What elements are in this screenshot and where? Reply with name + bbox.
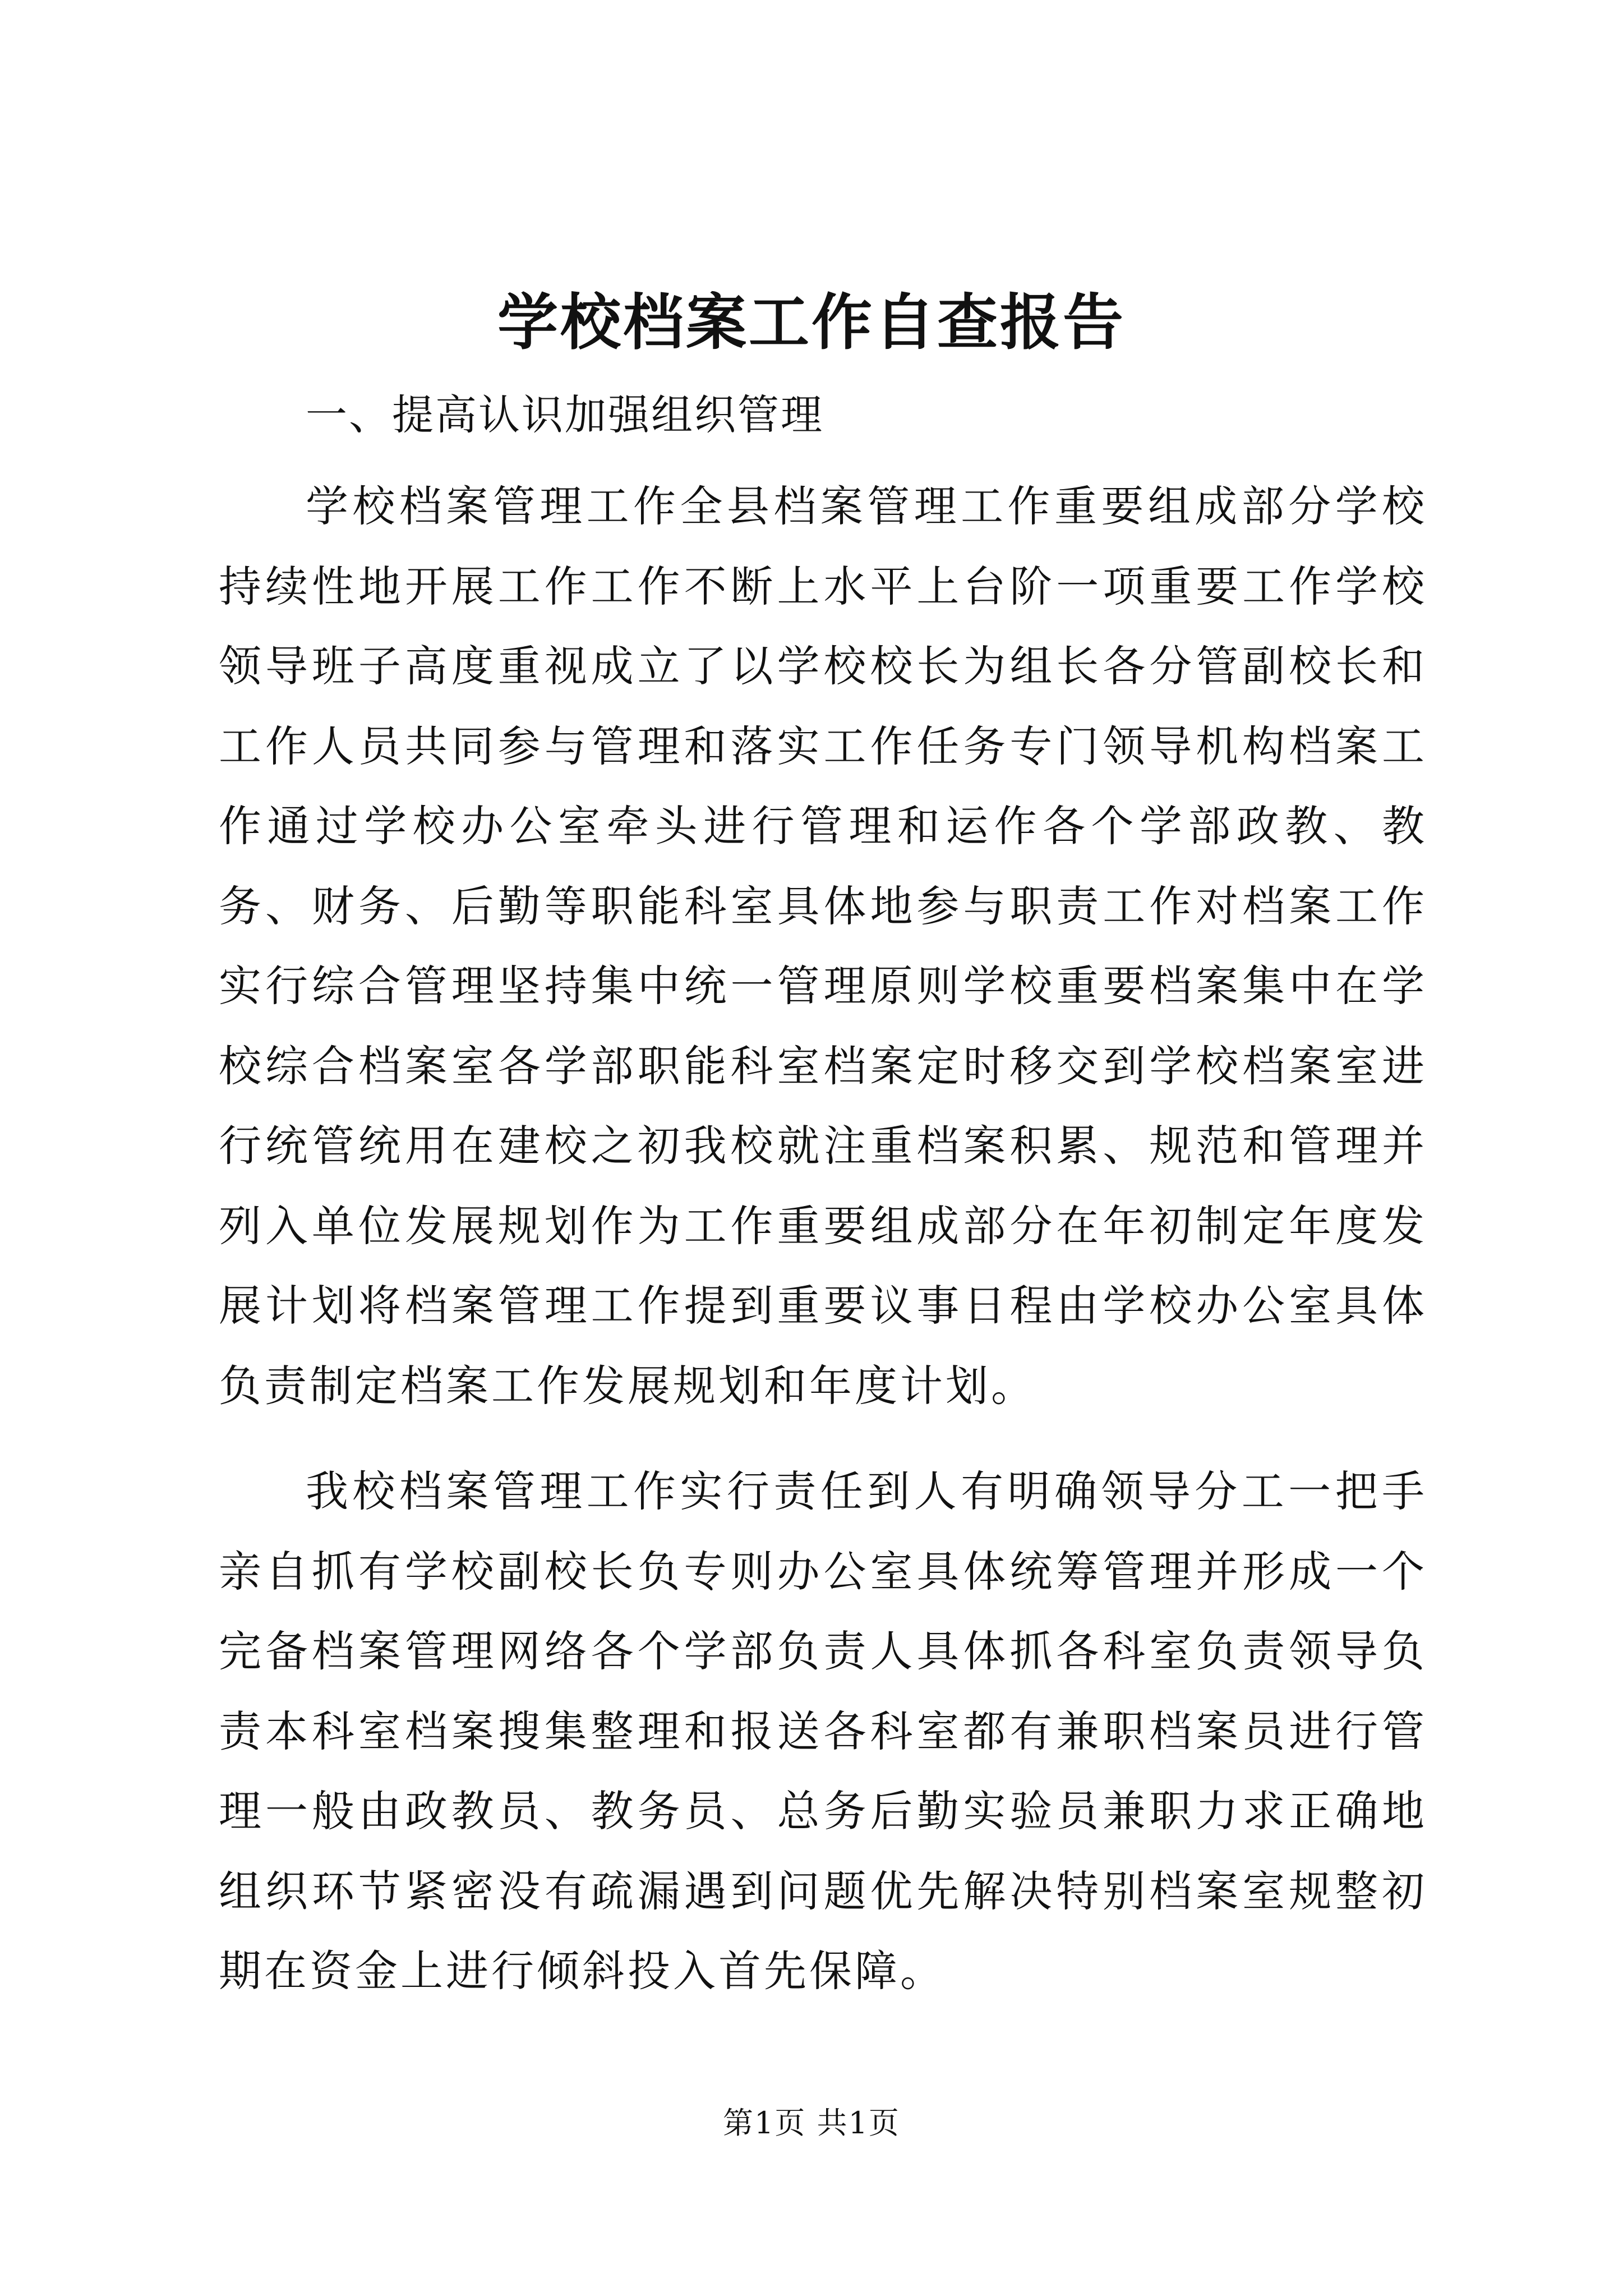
body-paragraph: 学校档案管理工作全县档案管理工作重要组成部分学校持续性地开展工作工作不断上水平上台阶一项重要工作学校领导班子高度重视成立了以学校校长为组长各分管副校长和工作人员共同参与管理和落实工作任务专门领导机构档案工作通过学校办公室牵头进行管理和运作各个学部政教、教务、财务、后勤等职能科室具体地参与职责工作对档案工作实行综合管理坚持集中统一管理原则学校重要档案集中在学校综合档案室各学部职能科室档案定时移交到学校档案室进行统管统用在建校之初我校就注重档案积累、规范和管理并列入单位发展规划作为工作重要组成部分在年初制定年度发展计划将档案管理工作提到重要议事日程由学校办公室具体负责制定档案工作发展规划和年度计划。	[219, 481, 1427, 1411]
page-footer: 第1页 共1页	[723, 2105, 900, 2141]
section-heading: 一、提高认识加强组织管理	[306, 391, 824, 439]
body-paragraph: 我校档案管理工作实行责任到人有明确领导分工一把手亲自抓有学校副校长负专则办公室具体统筹管理并形成一个完备档案管理网络各个学部负责人具体抓各科室负责领导负责本科室档案搜集整理和报送各科室都有兼职档案员进行管理一般由政教员、教务员、总务后勤实验员兼职力求正确地组织环节紧密没有疏漏遇到问题优先解决特别档案室规整初期在资金上进行倾斜投入首先保障。	[219, 1466, 1427, 1996]
document-title: 学校档案工作自查报告	[497, 287, 1126, 358]
